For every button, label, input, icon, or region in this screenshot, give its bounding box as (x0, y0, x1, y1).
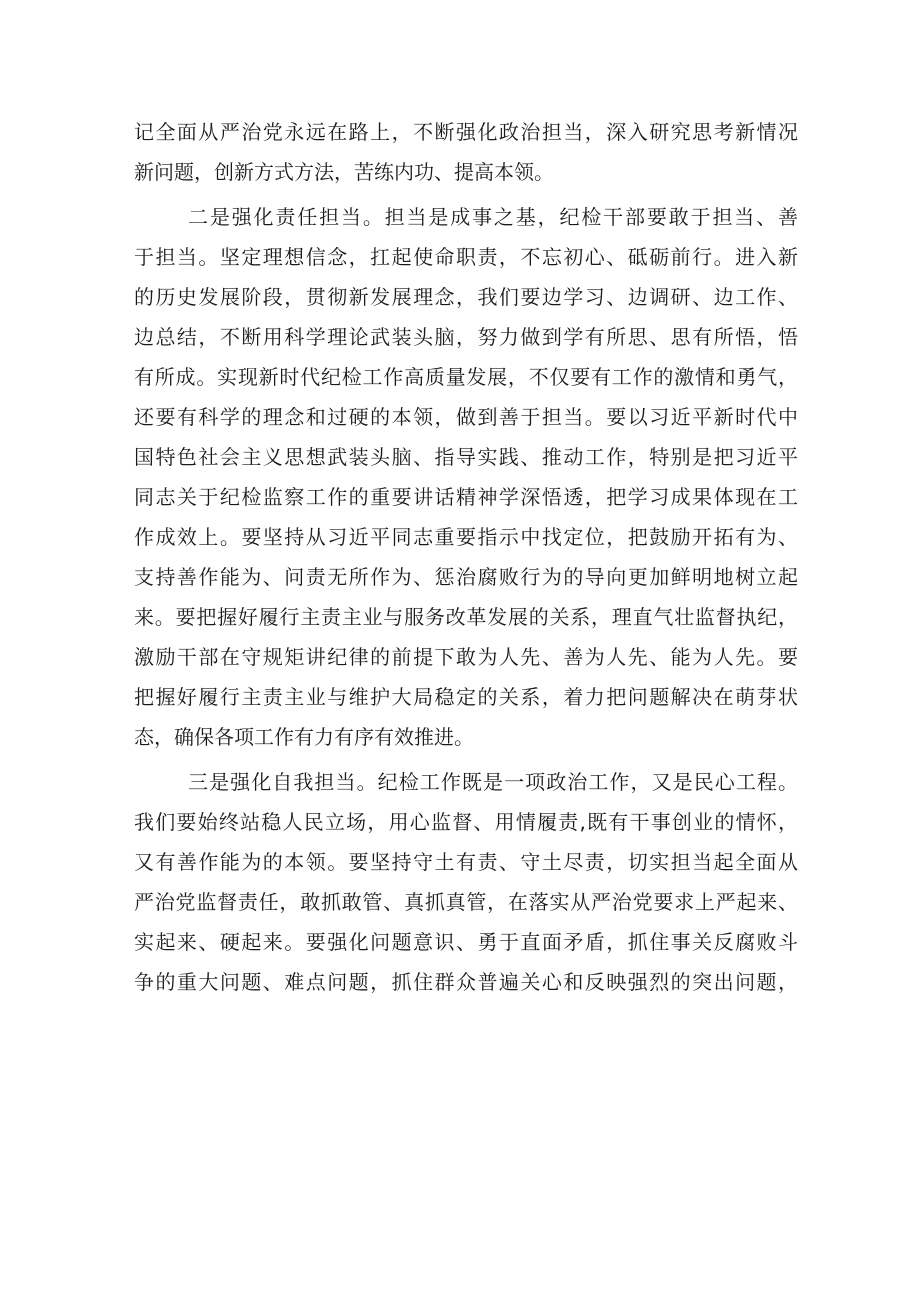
text-line: 把握好履行主责主业与维护大局稳定的关系，着力把问题解决在萌芽状 (134, 685, 798, 709)
text-line: 来。要把握好履行主责主业与服务改革发展的关系，理直气壮监督执纪， (134, 605, 798, 629)
text-line: 于担当。坚定理想信念，扛起使命职责，不忘初心、砥砺前行。进入新 (134, 245, 798, 269)
body-text (134, 112, 798, 1002)
text-line: 有所成。实现新时代纪检工作高质量发展，不仅要有工作的激情和勇气， (134, 365, 798, 389)
text-line: 新问题，创新方式方法，苦练内功、提高本领。 (134, 160, 554, 184)
paragraph-first-line: 三是强化自我担当。纪检工作既是一项政治工作，又是民心工程。 (188, 770, 798, 794)
text-line: 边总结，不断用科学理论武装头脑，努力做到学有所思、思有所悟，悟 (134, 325, 798, 349)
text-line: 还要有科学的理念和过硬的本领，做到善于担当。要以习近平新时代中 (134, 405, 798, 429)
text-line: 态，确保各项工作有力有序有效推进。 (134, 725, 474, 749)
text-line: 激励干部在守规矩讲纪律的前提下敢为人先、善为人先、能为人先。要 (134, 645, 798, 669)
paragraph-first-line: 二是强化责任担当。担当是成事之基，纪检干部要敢于担当、善 (188, 205, 798, 229)
text-line: 又有善作能为的本领。要坚持守土有责、守土尽责，切实担当起全面从 (134, 850, 798, 874)
text-line: 记全面从严治党永远在路上，不断强化政治担当，深入研究思考新情况 (134, 120, 798, 144)
text-line: 实起来、硬起来。要强化问题意识、勇于直面矛盾，抓住事关反腐败斗 (134, 930, 798, 954)
text-line: 严治党监督责任，敢抓敢管、真抓真管，在落实从严治党要求上严起来、 (134, 890, 798, 914)
text-line: 的历史发展阶段，贯彻新发展理念，我们要边学习、边调研、边工作、 (134, 285, 798, 309)
text-line: 我们要始终站稳人民立场，用心监督、用情履责,既有干事创业的情怀， (134, 810, 798, 834)
text-line: 同志关于纪检监察工作的重要讲话精神学深悟透，把学习成果体现在工 (134, 485, 798, 509)
text-line: 争的重大问题、难点问题，抓住群众普遍关心和反映强烈的突出问题， (134, 970, 798, 994)
text-line: 作成效上。要坚持从习近平同志重要指示中找定位，把鼓励开拓有为、 (134, 525, 798, 549)
text-line: 国特色社会主义思想武装头脑、指导实践、推动工作，特别是把习近平 (134, 445, 798, 469)
text-line: 支持善作能为、问责无所作为、惩治腐败行为的导向更加鲜明地树立起 (134, 565, 798, 589)
